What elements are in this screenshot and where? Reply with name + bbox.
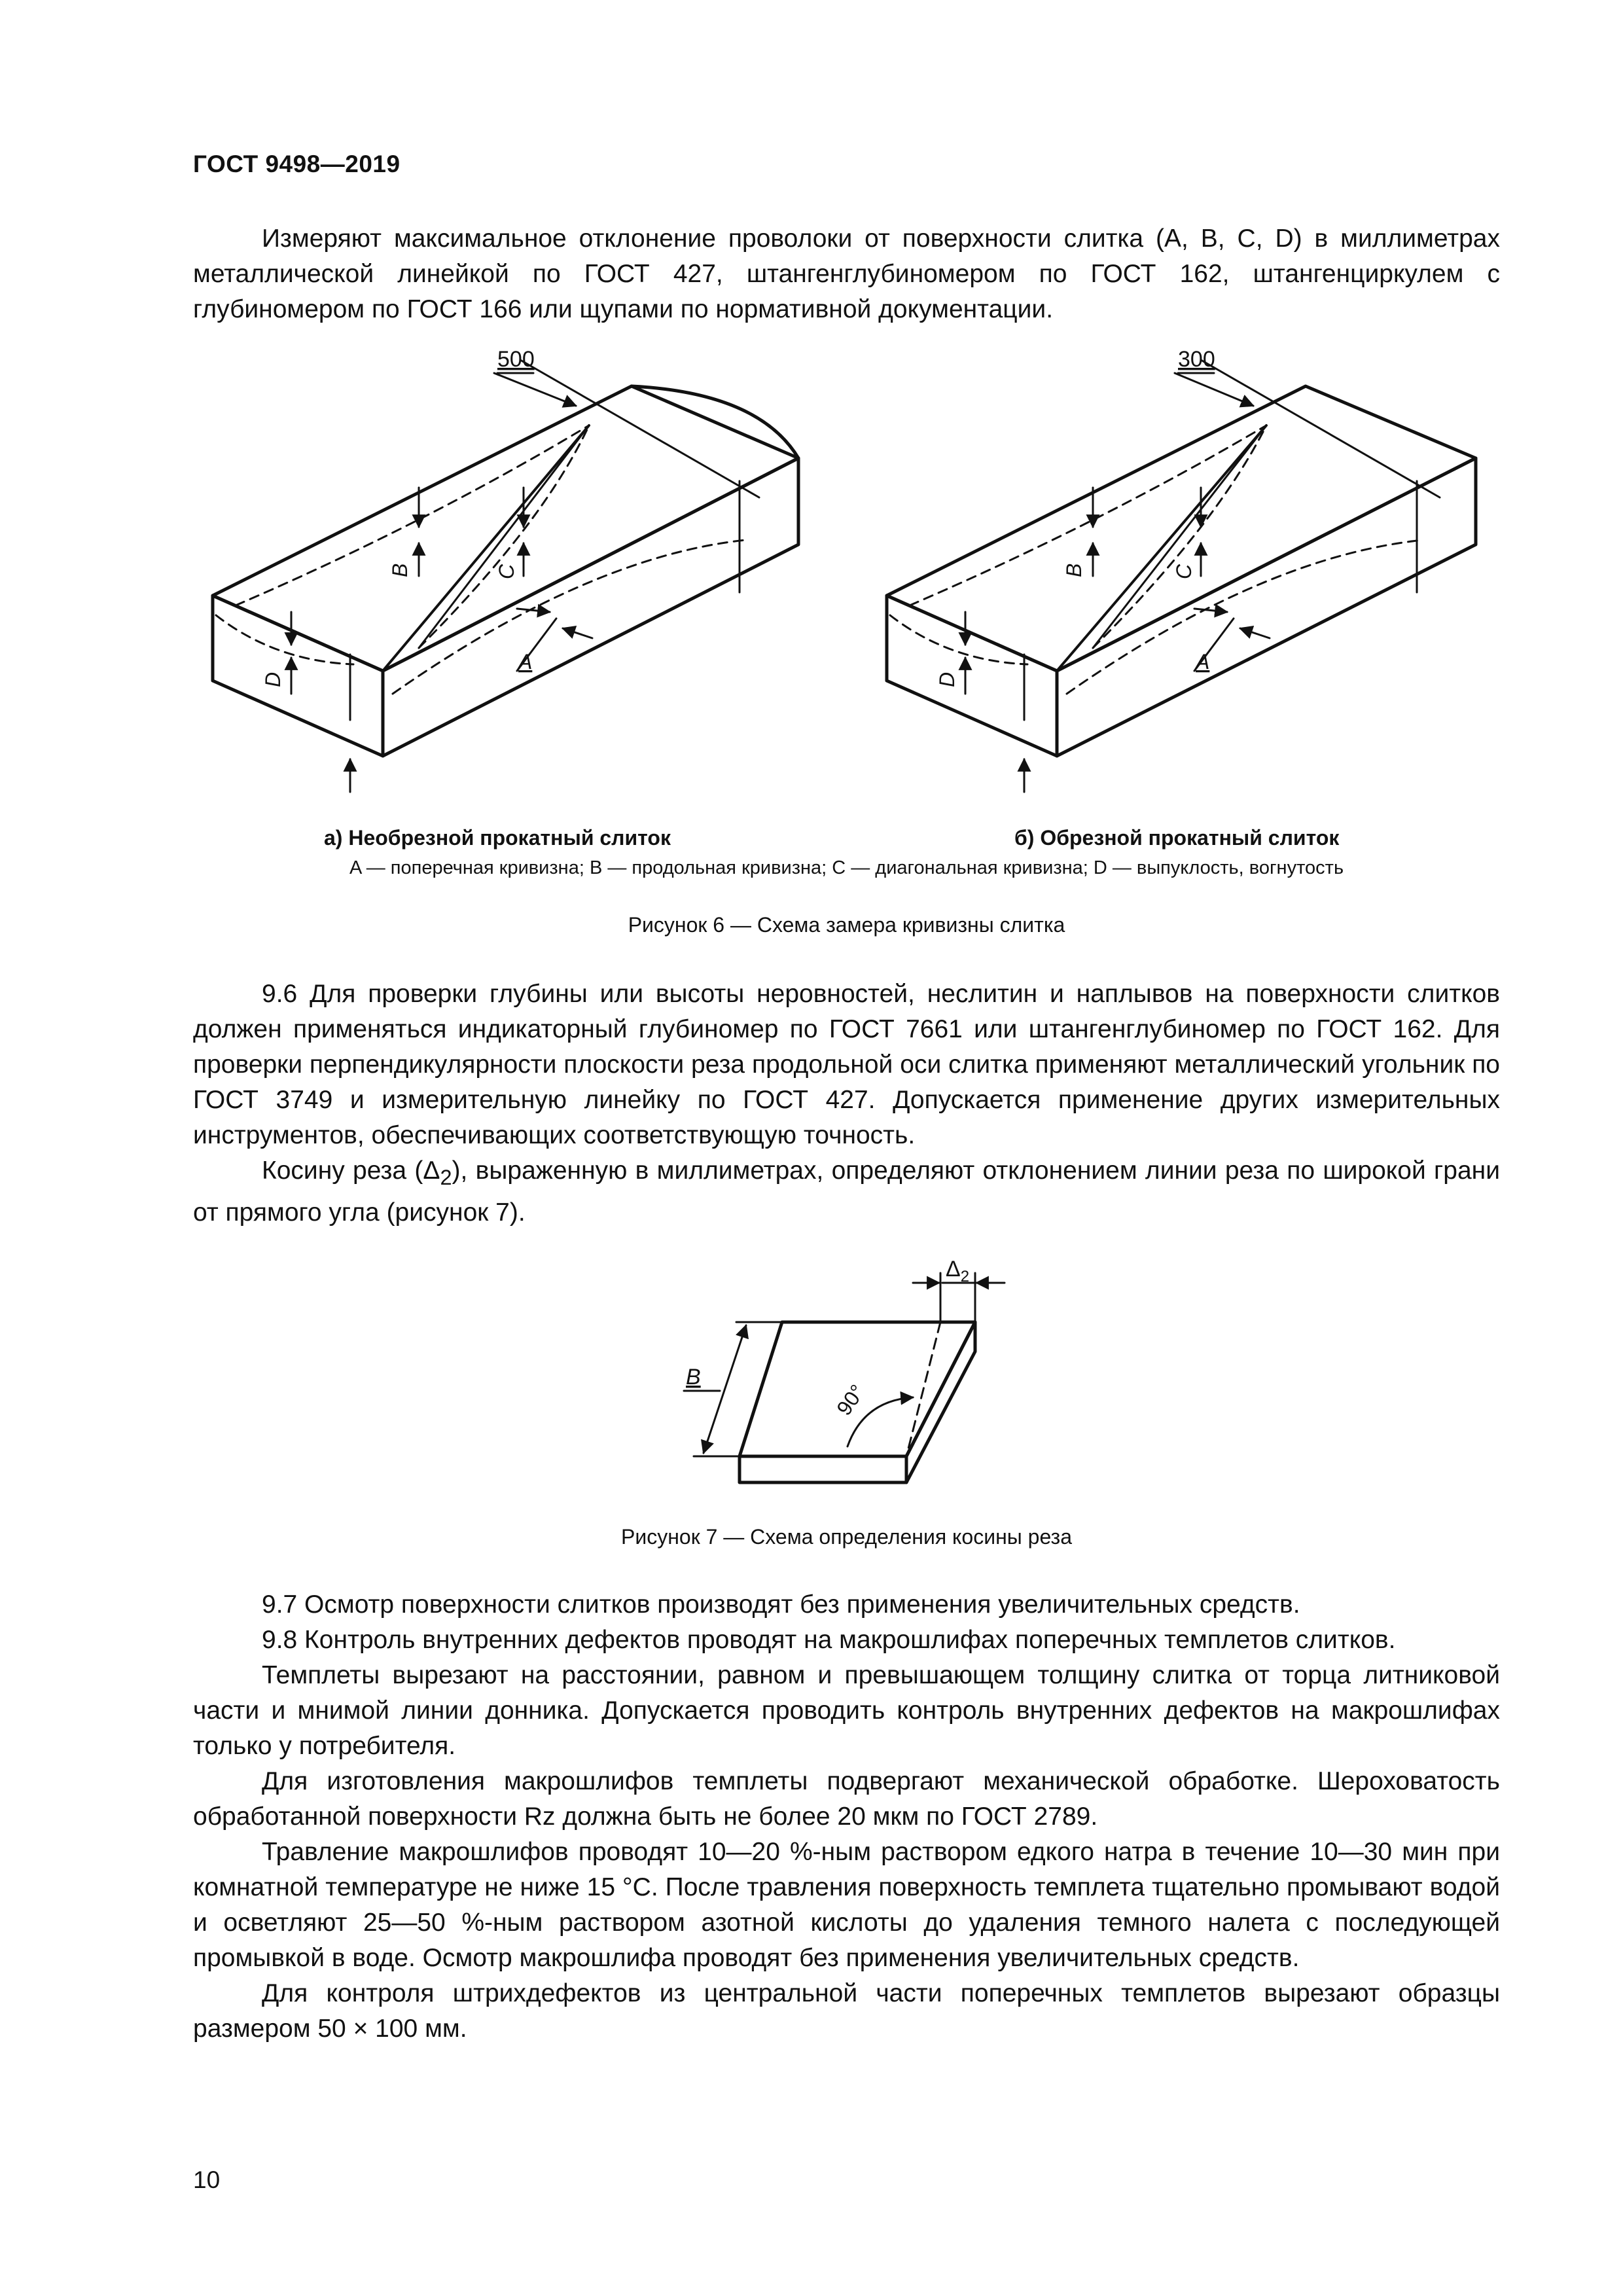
- curve-d-right: [890, 615, 1027, 664]
- dim-line: [520, 360, 759, 497]
- curve-d: [216, 615, 353, 664]
- figure-6-legend: A — поперечная кривизна; B — продольная кривизна; C — диагональная кривизна; D — выпуклость, вогнутость: [349, 857, 1344, 878]
- section-9-8-paragraph-5: Для контроля штрихдефектов из центральной части поперечных темплетов вырезают образцы размером 50 × 100 мм.: [193, 1979, 1500, 2043]
- section-9-8-paragraph-3: Для изготовления макрошлифов темплеты подвергают механической обработке. Шероховатость обработанной поверхности Rz должна быть не более 20 мкм по ГОСТ 2789.: [193, 1767, 1500, 1831]
- section-9-7-paragraph: 9.7 Осмотр поверхности слитков производят без применения увеличительных средств.: [262, 1590, 1300, 1619]
- a-arrow-right: [563, 628, 592, 638]
- diagonal-line-2: [419, 425, 589, 648]
- dim-300-arrow: [1175, 373, 1253, 406]
- label-c-left: C: [495, 564, 518, 579]
- figure-6-subcaption-b: б) Обрезной прокатный слиток: [1014, 826, 1340, 850]
- delta-label: $\Delta_2$: [946, 1257, 970, 1285]
- a-arrow-right-right: [1240, 628, 1270, 638]
- label-a-right: A: [1196, 650, 1210, 673]
- dim-300-label: 300: [1178, 347, 1215, 372]
- ingot-left-top-face: [213, 386, 798, 671]
- label-d-left: D: [261, 672, 285, 687]
- section-9-6-paragraph-1: 9.6 Для проверки глубины или высоты неровностей, неслитин и наплывов на поверхности слитков должен применяться индикаторный глубиномер по ГОСТ 7661 или штангенглубиномер по ГОСТ 162. Для проверки перпендикулярности плоскости реза продольной оси слитка применяют металлический угольник по ГОСТ 3749 и измерительную линейку по ГОСТ 427. Допускается применение других измерительных инструментов, обеспечивающих соответствующую точность.: [193, 980, 1500, 1149]
- label-b-right: B: [1062, 563, 1086, 577]
- angle-label: 90°: [832, 1380, 870, 1420]
- label-c-right: C: [1172, 564, 1196, 579]
- b-dim-line: [704, 1325, 746, 1453]
- page-number: 10: [193, 2166, 221, 2193]
- figure-6-diagram: [0, 327, 1623, 825]
- document-header: ГОСТ 9498—2019: [193, 151, 401, 177]
- ingot-right-side-face: [1057, 458, 1476, 756]
- diagonal-line-right-2: [1093, 425, 1266, 648]
- section-9-6: [193, 977, 1500, 1230]
- ingot-right-front-face: [887, 596, 1057, 756]
- section-9-8-paragraph-1: 9.8 Контроль внутренних дефектов проводят на макрошлифах поперечных темплетов слитков.: [262, 1626, 1396, 1654]
- section-9-8-paragraph-2: Темплеты вырезают на расстоянии, равном и превышающем толщину слитка от торца литниковой части и мнимой линии донника. Допускается проводить контроль внутренних дефектов на макрошлифах только у потребителя.: [193, 1661, 1500, 1760]
- perpendicular-line: [906, 1322, 940, 1456]
- label-a-left: A: [518, 650, 533, 673]
- label-d-right: D: [935, 672, 959, 687]
- dim-500-label: 500: [497, 347, 535, 372]
- curve-a-right: [1067, 540, 1423, 694]
- section-9-6-paragraph-2: Косину реза $(\Delta_2)$, выраженную в миллиметрах, определяют отклонением линии реза по широкой грани от прямого угла (рисунок 7).: [193, 1157, 1500, 1227]
- section-9-8-paragraph-4: Травление макрошлифов проводят 10—20 %-ным раствором едкого натра в течение 10—30 мин при комнатной температуре не ниже 15 °С. После травления поверхность темплета тщательно промывают водой и осветляют 25—50 %-ным раствором азотной кислоты до удаления темного налета с последующей промывкой в воде. Осмотр макрошлифа проводят без применения увеличительных средств.: [193, 1838, 1500, 1972]
- curve-a: [393, 540, 746, 694]
- ingot-right-top-face: [887, 386, 1476, 671]
- figure-6-subcaption-a: а) Необрезной прокатный слиток: [324, 826, 671, 850]
- ingot-unrimmed: [213, 347, 798, 792]
- figure-6-caption: Рисунок 6 — Схема замера кривизны слитка: [628, 913, 1065, 937]
- label-b-left: B: [388, 563, 412, 577]
- ingot-left-front-face: [213, 596, 383, 756]
- a-arrow-left-right: [1194, 609, 1227, 612]
- figure-7-label-b: B: [686, 1365, 701, 1390]
- curve-b: [236, 425, 589, 605]
- ingot-left-side-face: [383, 458, 798, 756]
- intro-paragraph: Измеряют максимальное отклонение проволоки от поверхности слитка (A, B, C, D) в миллиметрах металлической линейкой по ГОСТ 427, штангенглубиномером по ГОСТ 162, штангенциркулем с глубиномером по ГОСТ 166 или щупами по нормативной документации.: [193, 224, 1500, 323]
- section-9-7-9-8: [193, 1587, 1500, 2047]
- plate-side-face: [906, 1322, 975, 1482]
- curve-b-right: [910, 425, 1266, 605]
- plate-front-face: [740, 1456, 906, 1482]
- intro-block: [193, 221, 1500, 327]
- figure-7-diagram: [0, 1244, 1623, 1505]
- dim-500-arrow: [494, 373, 576, 406]
- ingot-rimmed: [887, 347, 1476, 792]
- figure-7-caption: Рисунок 7 — Схема определения косины реза: [621, 1525, 1072, 1549]
